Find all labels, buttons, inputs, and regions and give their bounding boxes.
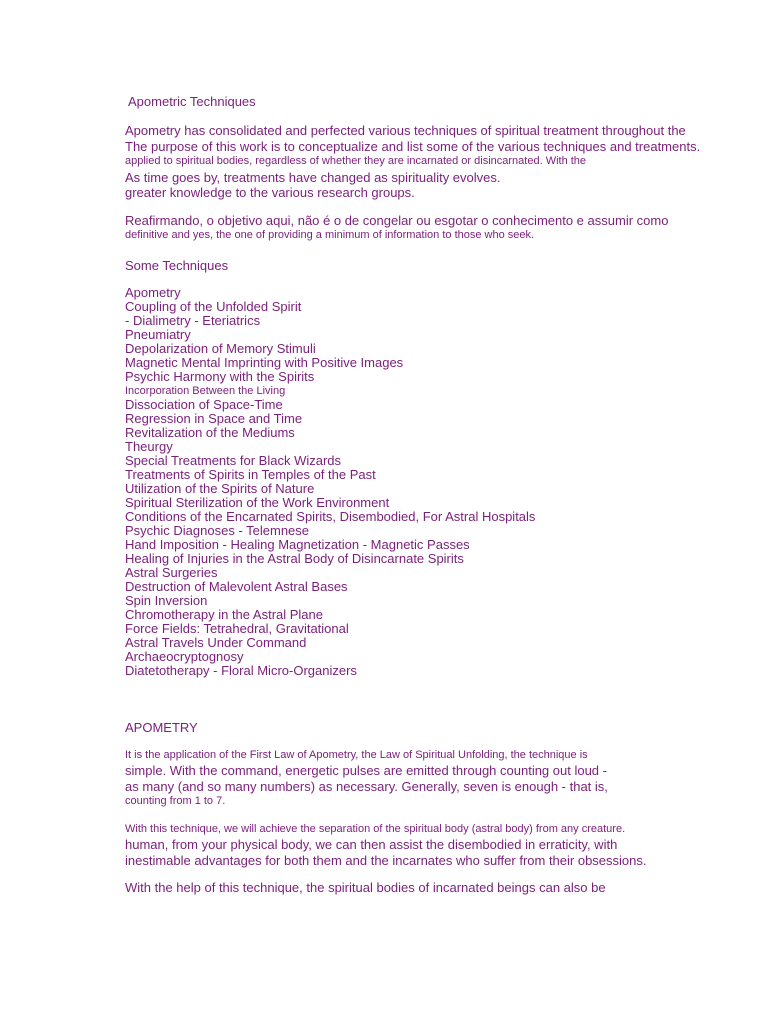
text-line: Apometry has consolidated and perfected various techniques of spiritual treatment throughout the [125, 123, 686, 138]
text-line: With the help of this technique, the spiritual bodies of incarnated beings can also be [125, 880, 606, 895]
text-line: As time goes by, treatments have changed as spirituality evolves. [125, 169, 501, 185]
technique-item: Theurgy [125, 438, 173, 454]
technique-item: Dissociation of Space-Time [125, 396, 283, 412]
technique-item: Regression in Space and Time [125, 410, 303, 426]
technique-item: Spiritual Sterilization of the Work Environment [125, 494, 390, 510]
technique-item: Archaeocryptognosy [125, 648, 244, 664]
text-line: simple. With the command, energetic pulses are emitted through counting out loud - [125, 763, 607, 778]
technique-item: Astral Travels Under Command [125, 634, 307, 650]
techniques-list [125, 286, 745, 678]
intro-paragraph [125, 123, 745, 201]
technique-item: Apometry [125, 284, 181, 300]
technique-item: Force Fields: Tetrahedral, Gravitational [125, 620, 349, 636]
text-line: human, from your physical body, we can then assist the disembodied in erraticity, with [125, 837, 618, 852]
text-line: The purpose of this work is to conceptualize and list some of the various techniques and treatments. [125, 138, 701, 154]
technique-item: Coupling of the Unfolded Spirit [125, 298, 302, 314]
technique-item: Chromotherapy in the Astral Plane [125, 606, 323, 622]
text-line: definitive and yes, the one of providing a minimum of information to those who seek. [125, 229, 535, 241]
text-line: as many (and so many numbers) as necessary. Generally, seven is enough - that is, [125, 778, 608, 794]
technique-item: Spin Inversion [125, 592, 208, 608]
technique-item: Incorporation Between the Living [125, 384, 286, 397]
technique-item: Psychic Harmony with the Spirits [125, 368, 315, 384]
technique-item: - Dialimetry - Eteriatrics [125, 312, 261, 328]
technique-item: Magnetic Mental Imprinting with Positive Images [125, 354, 404, 370]
apometry-heading: APOMETRY [125, 719, 198, 735]
technique-item: Pneumiatry [125, 326, 191, 342]
document-title: Apometric Techniques [128, 94, 256, 109]
technique-item: Special Treatments for Black Wizards [125, 452, 342, 468]
text-line: applied to spiritual bodies, regardless of whether they are incarnated or disincarnated. With the [125, 155, 587, 167]
technique-item: Psychic Diagnoses - Telemnese [125, 522, 310, 538]
technique-item: Revitalization of the Mediums [125, 424, 295, 440]
apometry-paragraph-1 [125, 748, 745, 810]
technique-item: Depolarization of Memory Stimuli [125, 340, 316, 356]
text-line: It is the application of the First Law of Apometry, the Law of Spiritual Unfolding, the technique is [125, 748, 588, 761]
reaffirm-paragraph [125, 213, 745, 244]
text-line: With this technique, we will achieve the separation of the spiritual body (astral body) from any creature. [125, 822, 626, 835]
technique-item: Healing of Injuries in the Astral Body of Disincarnate Spirits [125, 550, 464, 566]
apometry-paragraph-3 [125, 880, 745, 896]
text-line: Reafirmando, o objetivo aqui, não é o de congelar ou esgotar o conhecimento e assumir como [125, 212, 669, 228]
technique-item: Destruction of Malevolent Astral Bases [125, 578, 348, 594]
technique-item: Hand Imposition - Healing Magnetization - Magnetic Passes [125, 536, 470, 552]
technique-item: Diatetotherapy - Floral Micro-Organizers [125, 662, 357, 678]
apometry-paragraph-2 [125, 822, 745, 869]
text-line: inestimable advantages for both them and the incarnates who suffer from their obsessions. [125, 852, 647, 868]
text-line: greater knowledge to the various research groups. [125, 185, 415, 200]
document-body [125, 94, 745, 896]
technique-item: Treatments of Spirits in Temples of the Past [125, 466, 376, 482]
technique-item: Conditions of the Encarnated Spirits, Disembodied, For Astral Hospitals [125, 508, 536, 524]
technique-item: Utilization of the Spirits of Nature [125, 480, 315, 496]
text-line: counting from 1 to 7. [125, 795, 226, 807]
techniques-heading: Some Techniques [125, 257, 229, 273]
technique-item: Astral Surgeries [125, 564, 218, 580]
